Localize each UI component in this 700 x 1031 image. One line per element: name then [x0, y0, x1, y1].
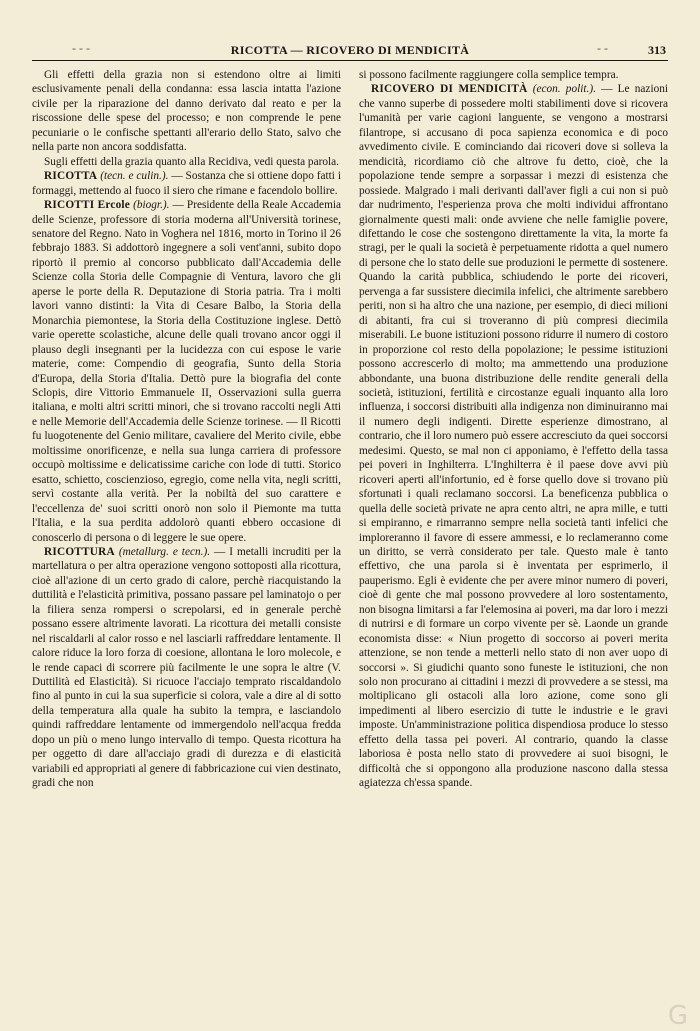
gloss-ricotta: (tecn. e culin.).	[100, 170, 169, 183]
paragraph-grazia-recidiva: Sugli effetti della grazia quanto alla Recidiva, vedi questa parola.	[44, 155, 339, 168]
text-ricotti: — Presidente della Reale Accademia delle Scienze, professore di storia moderna all'Università torinese, senatore del Regno. Nato in Voghera nel 1816, morto in Torino il 26 febbrajo 1883. Si addottorò ingegnere a soli vent'anni, subito dopo riportò il premio al concorso pubblicato dall'Accademia delle Scienze colla Storia delle Compagnie di Ventura, lavoro che gli aperse le porte della R. Deputazione di Storia patria. Tra i molti lavori vanno distinti: la Vita di Cesare Balbo, la Storia della Monarchia piemontese, la Storia della Costituzione inglese. Dettò varie operette scolastiche, alcune delle quali trovano ancor oggi il plauso degli insegnanti per la lucidezza con cui espose le varie materie, come: Compendio di geografia, Sunto della Storia d'Europa, della Storia d'Italia. Dettò pure la biografia del conte Sclopis, dire Vittorio Emmanuele II, Osservazioni sulla guerra italiana, e molti altri scritti minori, che si trovano raccolti negli Atti e nelle Memorie dell'Accademia delle Scienze torinese. — Il Ricotti fu luogotenente del Genio militare, cavaliere del Merito civile, ebbe moltissime onorificenze, e nella sua lunga carriera di professore occupò moltissime e delicatissime cariche con lode di tutti. Storico esatto, schietto, coscienzioso, egregio, come nella vita, negli scritti, servì costante alla verità. Per la nobiltà del suo carattere e l'eccellenza de' suoi scritti onorò non solo il Piemonte ma tutta l'Italia, e la sua perdita addolorò quanti ebbero occasione di conoscerlo di persona o di leggere le sue opere.	[32, 199, 341, 544]
entry-ricovero-di-mendicita	[359, 82, 668, 790]
gloss-ricotti: (biogr.).	[133, 199, 170, 212]
entry-ricotta	[32, 169, 341, 198]
headword-ricotti: RICOTTI Ercole	[44, 199, 130, 212]
entry-ricottura	[32, 545, 341, 791]
left-column	[32, 68, 341, 991]
header-ornament-left: - - -	[72, 41, 90, 55]
scan-watermark-mark: G	[667, 1001, 688, 1031]
paragraph-grazia-effects: Gli effetti della grazia non si estendono oltre ai limiti esclusivamente penali della condanna: essa lascia intatta l'azione civile per la riparazione del danno derivato dal reato e per la riscossione delle spese del processo; e non comprende le pene pecuniarie o le confische spettanti all'erario dello Stato, salvo che nella parte non ancora soddisfatta.	[32, 69, 341, 154]
headword-ricotta: RICOTTA	[44, 170, 98, 183]
text-ricovero: — Le nazioni che vanno superbe di possedere molti stabilimenti dove si ricovera l'umanità per varie cagioni languente, se vengono a mostrarsi filantrope, si accusano di poca sapienza economica e di poco avvedimento civile. E cominciando dai ricoveri dove si solleva la mendicità, ricordiamo ciò che altrove fu detto, cioè, che la popolazione tende sempre a sorpassar i mezzi di esistenza che possiede. Malgrado i mali derivanti dall'aver figli a cui non si può dar nudrimento, l'esperienza prova che molti individui affrontano giornalmente questi mali: onde avviene che nelle famiglie povere, difettando le cose che sostengono direttamente la vita, la morte fa stragi, per le quali la società è perpetuamente ridotta a quel numero di persone che lo stato delle sue produzioni le permette di sostenere. Quando la carità pubblica, schiudendo le porte dei ricoveri, pervenga a far sussistere diecimila infelici, che altrimente sarebbero periti, non si ha altro che una nazione, per esempio, di dieci milioni di abitanti, fra cui si troveranno di più compresi diecimila miserabili. Le buone istituzioni possono ridurre il numero di costoro in proporzione col resto della popolazione; le pessime istituzioni possono accrescerlo di molto; ma ammettendo una produzione abbondante, una buona distribuzione delle rendite generali della società, istituzioni, fertilità e circostanze eguali inquanto alla loro influenza, i soccorsi distribuiti alla indigenza non diminuiranno mai il numero degli indigenti. Dirette esperienze dimostrano, al contrario, che il loro numero può essere accresciuto da quei soccorsi medesimi. Questo, se mal non ci apponiamo, è l'effetto della tassa pei poveri in Inghilterra. L'Inghilterra è il paese dove avvi più ricoveri aperti all'infortunio, ed è forse quello dove si trovano più sfortunati i quali reclamano soccorsi. La beneficenza pubblica o quella delle società private ne apra cento altri, ne apra mille, e tutti si empiranno, e rimarranno sempre nella società tanti infelici che imploreranno il favore di essere ammessi, e lo reclameranno come un diritto, se verrà considerato per tale. Questo male è tanto effettivo, che una parola si è inventata per esprimerlo, il pauperismo. Egli è evidente che per avere minor numero di poveri, cioè di gente che mal possono provvedere al loro sostentamento, non bisogna limitarsi a far l'elemosina ai poveri, ma dar loro i mezzi di nutrirsi e di formare un corpo vivente per sè. Laonde un grande economista disse: « Niun progetto di soccorso ai poveri merita attenzione, se non tende a metterli nello stato di non aver uopo di soccorsi ». Si giudichi quanto sono funeste le istituzioni, che non solo non procurano ai cittadini i mezzi di provvedere a se stessi, ma moltiplicano gli ostacoli alla loro azione, come sono gli impedimenti al libero esercizio di tutte le industrie e le gravi imposte. Un'amministrazione politica dispendiosa produce lo stesso effetto della tassa pei poveri. Al contrario, quando la classe laboriosa è posta nello stato di provvedere ai suoi bisogni, le difficoltà che si oppongono alla produzione nascono dalla stessa agiatezza ch'essa spande.	[359, 83, 668, 790]
running-header	[32, 40, 668, 61]
header-ornament-right: - -	[597, 41, 608, 55]
text-columns	[32, 68, 668, 991]
paragraph-continuation: si possono facilmente raggiungere colla semplice tempra.	[359, 69, 619, 81]
entry-ricotti	[32, 198, 341, 545]
headword-ricottura: RICOTTURA	[44, 545, 115, 558]
gloss-ricottura: (metallurg. e tecn.).	[118, 545, 211, 558]
page-number: 313	[648, 43, 666, 57]
text-ricotta: — Sostanza che si ottiene dopo fatti i formaggi, mettendo al fuoco il siero che rimane e facendolo bollire.	[32, 170, 341, 197]
gloss-ricovero: (econ. polit.).	[532, 83, 596, 96]
headword-ricovero: RICOVERO DI MENDICITÀ	[371, 83, 528, 96]
running-title: RICOTTA — RICOVERO DI MENDICITÀ	[230, 43, 470, 57]
right-column	[359, 68, 668, 991]
text-ricottura: — I metalli incruditi per la martellatura o per altra operazione vengono sottoposti alla ricottura, cioè all'azione di un certo grado di calore, perchè riacquistando la duttilità e l'elasticità primitiva, possano passare pel laminatojo o per la filiera senza rompersi o screpolarsi, ed in generale perchè possano essere altrimente lavorati. La ricottura dei metalli consiste nel riscaldarli al calor rosso e nel lasciarli raffreddare lentamente. Il calore riduce la loro forza di coesione, allontana le loro molecole, e le rende capaci di scorrere più facilmente le une sopra le altre (V. Duttilità ed Elasticità). Si ricuoce l'acciajo temprato riscaldandolo fino al punto in cui la sua superficie si colora, vale a dire al di sotto della temperatura alla quale ha subito la tempra, e lasciandolo quindi raffreddare lentamente od immergendolo nell'acqua fredda dopo un più o meno lungo intervallo di tempo. Questa ricottura ha per oggetto di dare all'acciajo gradi di durezza e di elasticità variabili ed appropriati al genere di fabbricazione cui vien destinato, gradi che non	[32, 545, 341, 790]
